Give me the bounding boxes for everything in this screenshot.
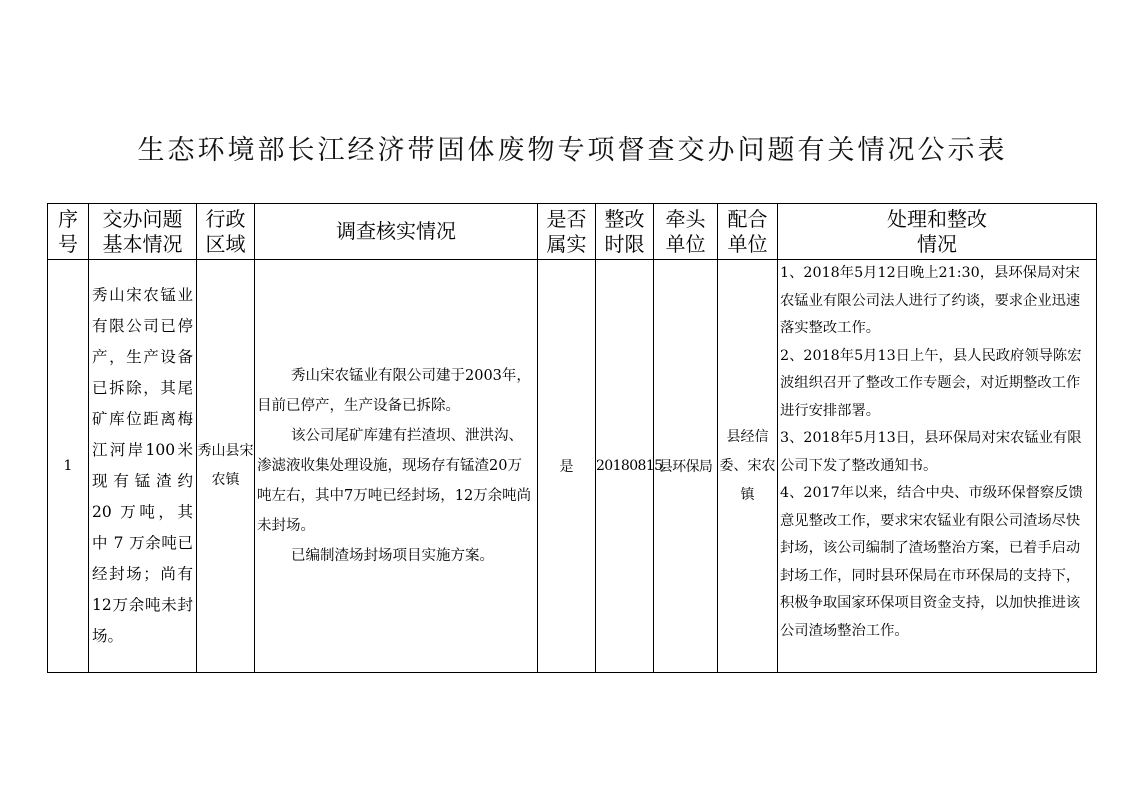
disclosure-table [47,203,1097,673]
header-verified [538,204,596,260]
process-item: 2、2018年5月13日上午，县人民政府领导陈宏波组织召开了整改工作专题会，对近期整改工作进行安排部署。 [780,347,1082,419]
page-title: 生态环境部长江经济带固体废物专项督查交办问题有关情况公示表 [137,135,1008,166]
header-label: 牵头 单位 [665,206,706,256]
row-process [778,260,1097,673]
header-deadline [596,204,654,260]
header-label: 行政 区域 [205,206,246,256]
table-row [48,260,1097,673]
header-label: 是否 属实 [546,206,587,256]
survey-paragraph: 该公司尾矿库建有拦渣坝、泄洪沟、渗滤液收集处理设施，现场存有锰渣20万吨左右，其中7万吨已经封场，12万余吨尚未封场。 [257,428,532,534]
header-label: 处理和整改 情况 [887,206,987,256]
header-issue [89,204,197,260]
survey-paragraph: 已编制渣场封场项目实施方案。 [291,548,494,564]
row-deadline: 20180815 [596,260,654,673]
header-label: 整改 时限 [604,206,645,256]
row-index: 1 [48,260,89,673]
header-region [197,204,255,260]
process-item: 3、2018年5月13日，县环保局对宋农锰业有限公司下发了整改通知书。 [780,430,1082,474]
row-verified: 是 [538,260,596,673]
header-process [778,204,1097,260]
header-coop-unit [718,204,778,260]
row-issue: 秀山宋农锰业有限公司已停产，生产设备已拆除，其尾矿库位距离梅江河岸100米现有锰渣约 20 万吨，其中 7 万余吨已经封场；尚有12万余吨未封场。 [89,260,197,673]
process-item: 1、2018年5月12日晚上21:30，县环保局对宋农锰业有限公司法人进行了约谈，要求企业迅速落实整改工作。 [780,265,1081,336]
header-label: 序 号 [58,206,78,256]
table-header-row [48,204,1097,260]
row-survey [255,260,538,673]
header-label: 交办问题 基本情况 [102,206,183,256]
process-item: 4、2017年以来，结合中央、市级环保督察反馈意见整改工作，要求宋农锰业有限公司渣场尽快封场，该公司编制了渣场整治方案，已着手启动封场工作，同时县环保局在市环保局的支持下，积极争取国家环保项目资金支持，以加快推进该公司渣场整治工作。 [780,485,1083,639]
row-region: 秀山县宋农镇 [197,260,255,673]
header-lead-unit [654,204,718,260]
header-survey [255,204,538,260]
header-index [48,204,89,260]
row-lead-unit: 县环保局 [654,260,718,673]
header-label: 调查核实情况 [336,219,456,243]
survey-paragraph: 秀山宋农锰业有限公司建于2003年，目前已停产，生产设备已拆除。 [257,368,531,414]
header-label: 配合 单位 [727,206,768,256]
row-coop-unit: 县经信委、宋农镇 [718,260,778,673]
